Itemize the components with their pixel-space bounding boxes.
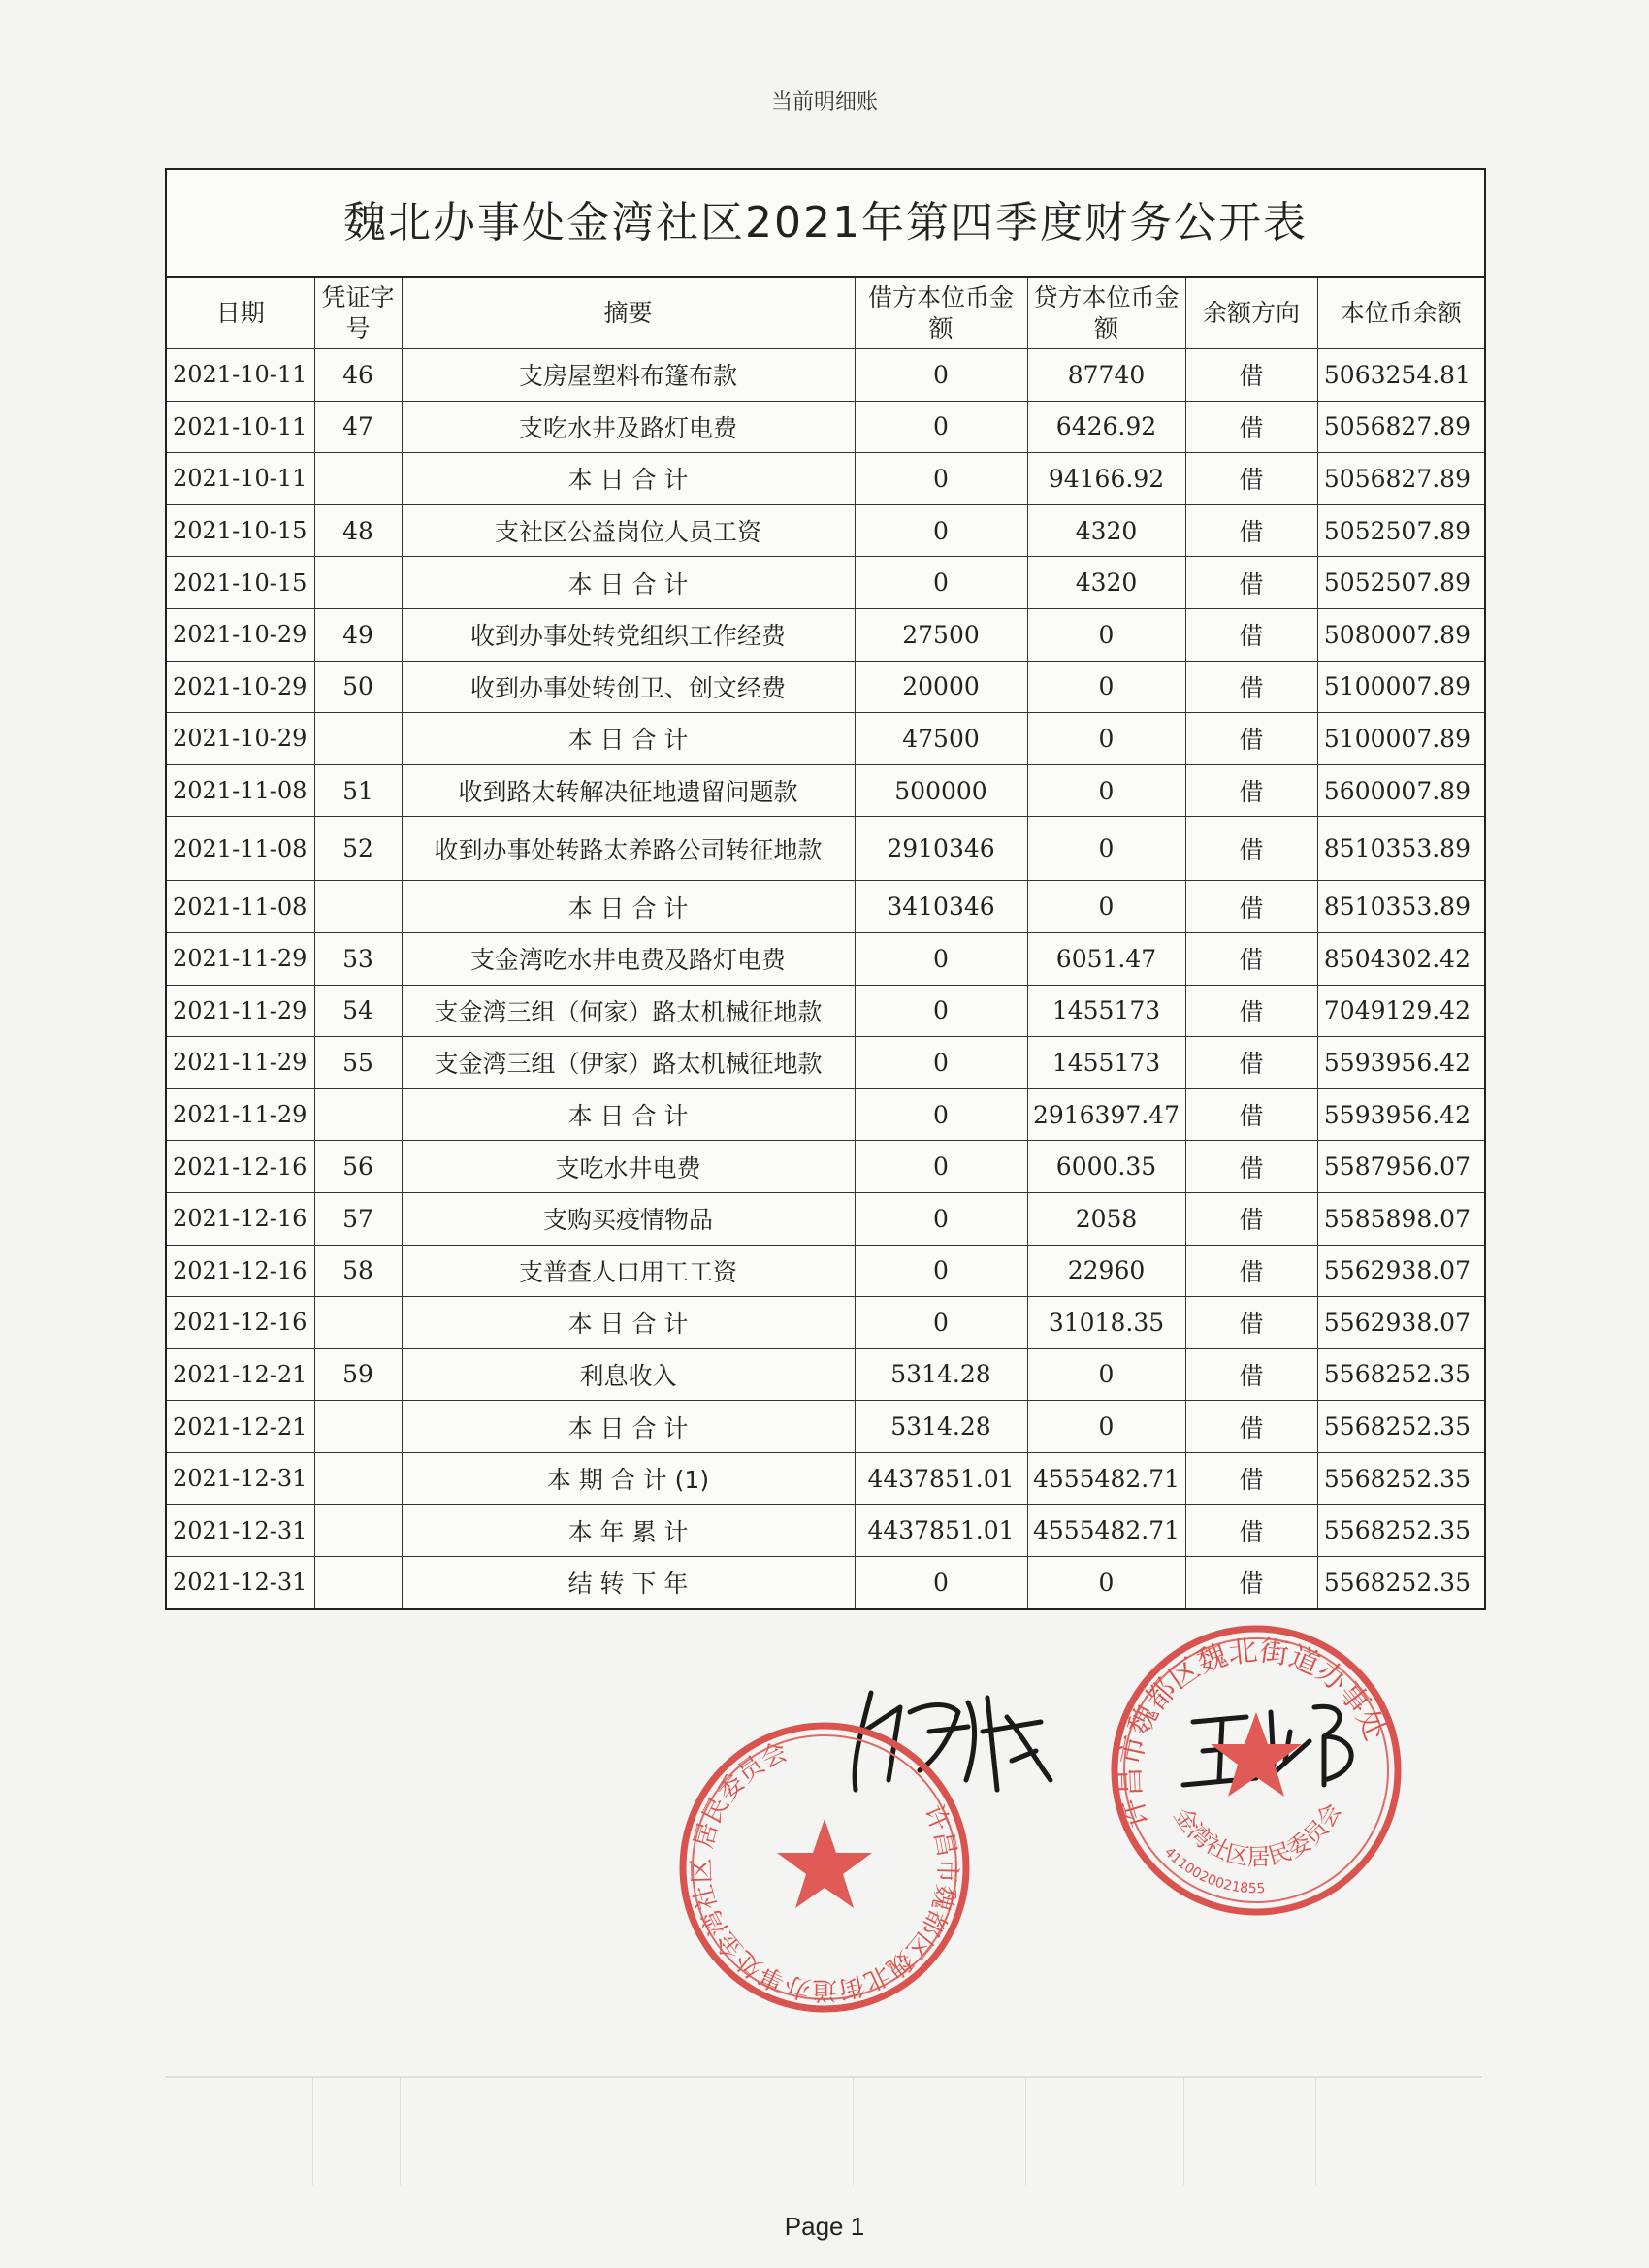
- cell-summary: 支吃水井及路灯电费: [402, 401, 855, 453]
- cell-summary: 收到办事处转党组织工作经费: [402, 608, 855, 661]
- table-row: [167, 1141, 1484, 1193]
- cell-credit: 0: [1027, 1401, 1185, 1453]
- cell-summary: 支金湾吃水井电费及路灯电费: [402, 932, 855, 985]
- cell-direction: 借: [1185, 1401, 1317, 1453]
- cell-debit: 4437851.01: [855, 1505, 1027, 1557]
- cell-debit: 20000: [855, 661, 1027, 713]
- cell-date: 2021-12-16: [167, 1297, 314, 1349]
- cell-date: 2021-12-21: [167, 1401, 314, 1453]
- table-row: [167, 932, 1484, 985]
- cell-voucher: 58: [314, 1245, 402, 1297]
- cell-summary: 支普查人口用工工资: [402, 1245, 855, 1297]
- cell-balance: 5562938.07: [1317, 1297, 1484, 1349]
- cell-voucher: 57: [314, 1192, 402, 1245]
- table-row: [167, 713, 1484, 765]
- cell-direction: 借: [1185, 1141, 1317, 1193]
- table-row: [167, 504, 1484, 557]
- cell-summary: 本 期 合 计 (1): [402, 1452, 855, 1505]
- table-row: [167, 1401, 1484, 1453]
- cell-voucher: 59: [314, 1348, 402, 1401]
- cell-debit: 500000: [855, 764, 1027, 817]
- ledger-table: [167, 278, 1484, 1608]
- cell-summary: 本 日 合 计: [402, 1088, 855, 1141]
- cell-summary: 本 日 合 计: [402, 881, 855, 933]
- cell-direction: 借: [1185, 932, 1317, 985]
- cell-balance: 5100007.89: [1317, 661, 1484, 713]
- cell-debit: 0: [855, 1557, 1027, 1608]
- cell-voucher: [314, 713, 402, 765]
- table-row: [167, 1297, 1484, 1349]
- table-row: [167, 1348, 1484, 1401]
- cell-date: 2021-12-16: [167, 1141, 314, 1193]
- cell-credit: 0: [1027, 608, 1185, 661]
- table-header-row: [167, 278, 1484, 349]
- cell-balance: 5568252.35: [1317, 1557, 1484, 1608]
- cell-credit: 0: [1027, 1557, 1185, 1608]
- cell-direction: 借: [1185, 713, 1317, 765]
- cell-direction: 借: [1185, 817, 1317, 881]
- cell-date: 2021-10-29: [167, 713, 314, 765]
- cell-date: 2021-12-16: [167, 1245, 314, 1297]
- cell-credit: 94166.92: [1027, 453, 1185, 505]
- col-summary: 摘要: [402, 278, 855, 349]
- cell-credit: 6000.35: [1027, 1141, 1185, 1193]
- cell-direction: 借: [1185, 1088, 1317, 1141]
- cell-date: 2021-10-11: [167, 453, 314, 505]
- table-row: [167, 453, 1484, 505]
- cell-date: 2021-10-11: [167, 401, 314, 453]
- cell-voucher: [314, 1557, 402, 1608]
- cell-balance: 5585898.07: [1317, 1192, 1484, 1245]
- cell-date: 2021-10-11: [167, 349, 314, 402]
- cell-voucher: [314, 557, 402, 609]
- table-row: [167, 985, 1484, 1037]
- cell-debit: 0: [855, 504, 1027, 557]
- cell-summary: 收到办事处转路太养路公司转征地款: [402, 817, 855, 881]
- cell-voucher: 56: [314, 1141, 402, 1193]
- cell-balance: 8504302.42: [1317, 932, 1484, 985]
- cell-direction: 借: [1185, 1452, 1317, 1505]
- cell-direction: 借: [1185, 661, 1317, 713]
- table-row: [167, 401, 1484, 453]
- cell-voucher: 48: [314, 504, 402, 557]
- cell-voucher: [314, 1505, 402, 1557]
- cell-balance: 8510353.89: [1317, 881, 1484, 933]
- cell-balance: 5052507.89: [1317, 557, 1484, 609]
- cell-date: 2021-10-29: [167, 608, 314, 661]
- table-row: [167, 661, 1484, 713]
- table-row: [167, 764, 1484, 817]
- cell-summary: 支金湾三组（伊家）路太机械征地款: [402, 1037, 855, 1089]
- col-credit: 贷方本位币金额: [1027, 278, 1185, 349]
- finance-table-sheet: [165, 168, 1486, 1610]
- cell-voucher: 53: [314, 932, 402, 985]
- cell-voucher: 46: [314, 349, 402, 402]
- cell-credit: 6426.92: [1027, 401, 1185, 453]
- cell-debit: 0: [855, 349, 1027, 402]
- cell-credit: 0: [1027, 881, 1185, 933]
- cell-balance: 5052507.89: [1317, 504, 1484, 557]
- cell-date: 2021-11-29: [167, 985, 314, 1037]
- cell-balance: 5080007.89: [1317, 608, 1484, 661]
- table-row: [167, 1192, 1484, 1245]
- cell-debit: 47500: [855, 713, 1027, 765]
- cell-debit: 5314.28: [855, 1348, 1027, 1401]
- svg-text:金湾社区居民委员会: 金湾社区居民委员会: [1168, 1798, 1347, 1871]
- cell-voucher: 49: [314, 608, 402, 661]
- cell-balance: 5593956.42: [1317, 1088, 1484, 1141]
- cell-debit: 0: [855, 1141, 1027, 1193]
- cell-balance: 5587956.07: [1317, 1141, 1484, 1193]
- cell-voucher: [314, 881, 402, 933]
- cell-summary: 结 转 下 年: [402, 1557, 855, 1608]
- cell-direction: 借: [1185, 1557, 1317, 1608]
- cell-direction: 借: [1185, 504, 1317, 557]
- page-header: 当前明细账: [770, 90, 878, 114]
- cell-direction: 借: [1185, 1192, 1317, 1245]
- cell-voucher: 55: [314, 1037, 402, 1089]
- cell-date: 2021-12-31: [167, 1557, 314, 1608]
- cell-credit: 6051.47: [1027, 932, 1185, 985]
- cell-voucher: [314, 1401, 402, 1453]
- cell-direction: 借: [1185, 1037, 1317, 1089]
- cell-debit: 0: [855, 932, 1027, 985]
- cell-debit: 0: [855, 453, 1027, 505]
- cell-summary: 收到路太转解决征地遗留问题款: [402, 764, 855, 817]
- svg-text:许昌市魏都区魏北街道办事处: 许昌市魏都区魏北街道办事处: [1113, 1634, 1393, 1831]
- cell-date: 2021-11-08: [167, 817, 314, 881]
- cell-summary: 本 日 合 计: [402, 453, 855, 505]
- cell-debit: 2910346: [855, 817, 1027, 881]
- cell-balance: 5063254.81: [1317, 349, 1484, 402]
- cell-date: 2021-11-08: [167, 764, 314, 817]
- col-direction: 余额方向: [1185, 278, 1317, 349]
- cell-direction: 借: [1185, 401, 1317, 453]
- cell-voucher: 54: [314, 985, 402, 1037]
- cell-summary: 收到办事处转创卫、创文经费: [402, 661, 855, 713]
- cell-credit: 87740: [1027, 349, 1185, 402]
- cell-summary: 支购买疫情物品: [402, 1192, 855, 1245]
- cell-summary: 利息收入: [402, 1348, 855, 1401]
- cell-credit: 0: [1027, 764, 1185, 817]
- cell-debit: 0: [855, 1297, 1027, 1349]
- cell-direction: 借: [1185, 1245, 1317, 1297]
- seal-right: [1106, 1620, 1406, 1921]
- cell-credit: 4320: [1027, 557, 1185, 609]
- cell-date: 2021-11-29: [167, 1037, 314, 1089]
- table-row: [167, 817, 1484, 881]
- table-row: [167, 1505, 1484, 1557]
- cell-debit: 0: [855, 1037, 1027, 1089]
- col-debit: 借方本位币金额: [855, 278, 1027, 349]
- table-row: [167, 1245, 1484, 1297]
- table-row: [167, 557, 1484, 609]
- cell-credit: 4555482.71: [1027, 1452, 1185, 1505]
- cell-credit: 2058: [1027, 1192, 1185, 1245]
- table-row: [167, 608, 1484, 661]
- col-date: 日期: [167, 278, 314, 349]
- cell-voucher: 52: [314, 817, 402, 881]
- cell-debit: 0: [855, 557, 1027, 609]
- cell-direction: 借: [1185, 1348, 1317, 1401]
- cell-direction: 借: [1185, 1297, 1317, 1349]
- cell-direction: 借: [1185, 881, 1317, 933]
- cell-balance: 5100007.89: [1317, 713, 1484, 765]
- cell-voucher: [314, 453, 402, 505]
- cell-balance: 7049129.42: [1317, 985, 1484, 1037]
- cell-direction: 借: [1185, 557, 1317, 609]
- cell-summary: 支吃水井电费: [402, 1141, 855, 1193]
- table-row: [167, 881, 1484, 933]
- cell-summary: 本 日 合 计: [402, 557, 855, 609]
- cell-date: 2021-12-16: [167, 1192, 314, 1245]
- ledger-body: [167, 349, 1484, 1608]
- cell-credit: 22960: [1027, 1245, 1185, 1297]
- bleed-through-lines: [165, 2076, 1482, 2185]
- cell-credit: 31018.35: [1027, 1297, 1185, 1349]
- cell-balance: 5562938.07: [1317, 1245, 1484, 1297]
- svg-text:4110020021855: 4110020021855: [1161, 1844, 1266, 1897]
- cell-credit: 1455173: [1027, 1037, 1185, 1089]
- cell-credit: 0: [1027, 817, 1185, 881]
- table-row: [167, 1557, 1484, 1608]
- cell-balance: 5568252.35: [1317, 1452, 1484, 1505]
- table-row: [167, 349, 1484, 402]
- cell-credit: 0: [1027, 1348, 1185, 1401]
- cell-voucher: [314, 1297, 402, 1349]
- cell-summary: 本 年 累 计: [402, 1505, 855, 1557]
- cell-summary: 本 日 合 计: [402, 1401, 855, 1453]
- seal-left: [674, 1717, 975, 2018]
- cell-balance: 8510353.89: [1317, 817, 1484, 881]
- cell-debit: 0: [855, 985, 1027, 1037]
- col-voucher: 凭证字号: [314, 278, 402, 349]
- table-row: [167, 1037, 1484, 1089]
- cell-date: 2021-11-08: [167, 881, 314, 933]
- cell-credit: 4555482.71: [1027, 1505, 1185, 1557]
- cell-balance: 5568252.35: [1317, 1505, 1484, 1557]
- svg-text:许昌市魏都区魏北街道办事处金湾社区 居民委员会: 许昌市魏都区魏北街道办事处金湾社区 居民委员会: [687, 1737, 962, 2005]
- cell-credit: 0: [1027, 661, 1185, 713]
- cell-balance: 5056827.89: [1317, 453, 1484, 505]
- cell-date: 2021-10-15: [167, 504, 314, 557]
- cell-debit: 0: [855, 401, 1027, 453]
- cell-credit: 0: [1027, 713, 1185, 765]
- cell-credit: 4320: [1027, 504, 1185, 557]
- cell-voucher: 50: [314, 661, 402, 713]
- cell-summary: 支房屋塑料布篷布款: [402, 349, 855, 402]
- cell-balance: 5056827.89: [1317, 401, 1484, 453]
- cell-debit: 0: [855, 1245, 1027, 1297]
- cell-summary: 本 日 合 计: [402, 1297, 855, 1349]
- cell-direction: 借: [1185, 985, 1317, 1037]
- table-title: 魏北办事处金湾社区2021年第四季度财务公开表: [167, 170, 1484, 278]
- cell-voucher: 51: [314, 764, 402, 817]
- cell-summary: 本 日 合 计: [402, 713, 855, 765]
- cell-debit: 3410346: [855, 881, 1027, 933]
- page-footer: Page 1: [784, 2212, 865, 2241]
- cell-debit: 0: [855, 1192, 1027, 1245]
- cell-date: 2021-12-21: [167, 1348, 314, 1401]
- cell-date: 2021-10-15: [167, 557, 314, 609]
- cell-voucher: [314, 1088, 402, 1141]
- cell-direction: 借: [1185, 453, 1317, 505]
- table-row: [167, 1088, 1484, 1141]
- cell-debit: 5314.28: [855, 1401, 1027, 1453]
- cell-date: 2021-11-29: [167, 1088, 314, 1141]
- cell-balance: 5593956.42: [1317, 1037, 1484, 1089]
- cell-balance: 5568252.35: [1317, 1401, 1484, 1453]
- cell-debit: 0: [855, 1088, 1027, 1141]
- cell-summary: 支金湾三组（何家）路太机械征地款: [402, 985, 855, 1037]
- cell-balance: 5600007.89: [1317, 764, 1484, 817]
- cell-voucher: 47: [314, 401, 402, 453]
- table-row: [167, 1452, 1484, 1505]
- cell-direction: 借: [1185, 349, 1317, 402]
- cell-voucher: [314, 1452, 402, 1505]
- cell-direction: 借: [1185, 764, 1317, 817]
- cell-date: 2021-12-31: [167, 1505, 314, 1557]
- cell-debit: 27500: [855, 608, 1027, 661]
- cell-credit: 2916397.47: [1027, 1088, 1185, 1141]
- cell-direction: 借: [1185, 1505, 1317, 1557]
- cell-date: 2021-12-31: [167, 1452, 314, 1505]
- cell-date: 2021-10-29: [167, 661, 314, 713]
- col-balance: 本位币余额: [1317, 278, 1484, 349]
- cell-direction: 借: [1185, 608, 1317, 661]
- cell-credit: 1455173: [1027, 985, 1185, 1037]
- cell-summary: 支社区公益岗位人员工资: [402, 504, 855, 557]
- cell-date: 2021-11-29: [167, 932, 314, 985]
- cell-balance: 5568252.35: [1317, 1348, 1484, 1401]
- cell-debit: 4437851.01: [855, 1452, 1027, 1505]
